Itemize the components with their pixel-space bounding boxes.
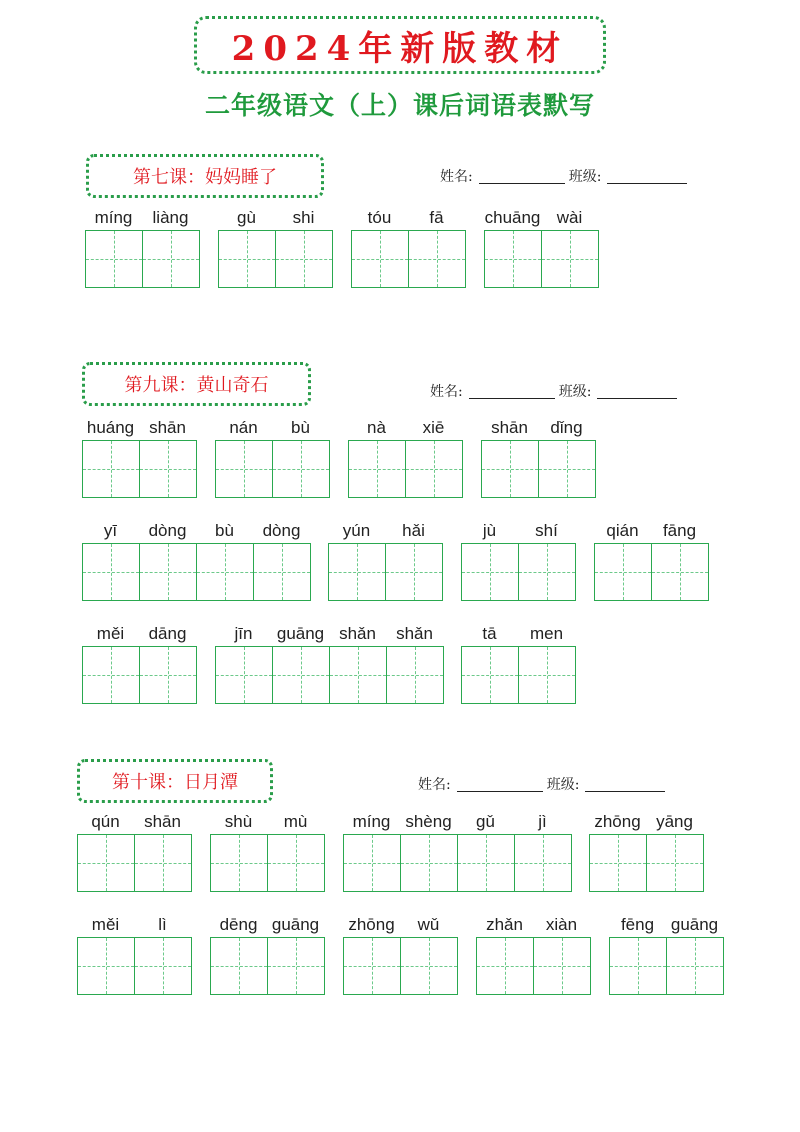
writing-cell[interactable] — [462, 544, 519, 600]
writing-cell[interactable] — [485, 231, 542, 287]
pinyin-label: shí — [535, 521, 558, 540]
word-item — [461, 624, 576, 704]
writing-cell[interactable] — [254, 544, 310, 600]
writing-cell[interactable] — [86, 231, 143, 287]
writing-cell[interactable] — [515, 835, 571, 891]
word-item — [484, 208, 599, 288]
pinyin-label: dòng — [262, 521, 301, 540]
pinyin-label: qián — [606, 521, 639, 540]
pinyin-label: shǎn — [339, 624, 376, 643]
word-item — [348, 418, 463, 498]
pinyin-label: yī — [103, 521, 118, 540]
pinyin-label: xiàn — [545, 915, 578, 934]
pinyin-label: yún — [342, 521, 371, 540]
word-item — [481, 418, 596, 498]
word-item — [461, 521, 576, 601]
pinyin-label: guāng — [271, 915, 320, 934]
pinyin-row — [210, 812, 325, 834]
title-frame — [194, 16, 606, 74]
class-blank[interactable] — [585, 777, 665, 792]
pinyin-label: jīn — [234, 624, 253, 643]
writing-cell[interactable] — [590, 835, 647, 891]
pinyin-row — [77, 915, 192, 937]
lesson-7-title-frame — [86, 154, 324, 198]
pinyin-label: jù — [482, 521, 497, 540]
tianzige-grid — [609, 937, 724, 995]
pinyin-label: xiē — [422, 418, 445, 437]
tianzige-grid — [82, 440, 197, 498]
tianzige-grid — [476, 937, 591, 995]
pinyin-row — [348, 418, 463, 440]
pinyin-label: shi — [292, 208, 315, 227]
lesson-10-info — [418, 774, 669, 794]
pinyin-label: bù — [291, 418, 310, 437]
pinyin-row — [77, 812, 192, 834]
writing-cell[interactable] — [197, 544, 254, 600]
name-blank[interactable] — [479, 169, 565, 184]
tianzige-grid — [594, 543, 709, 601]
writing-cell[interactable] — [140, 441, 196, 497]
lesson-9-title-frame — [82, 362, 311, 406]
word-item — [210, 915, 325, 995]
lesson-9-title: 第九课：黄山奇石 — [124, 375, 269, 396]
writing-cell[interactable] — [352, 231, 409, 287]
word-item — [589, 812, 704, 892]
writing-cell[interactable] — [542, 231, 598, 287]
page-title: 2024年新版教材 — [231, 28, 569, 69]
tianzige-grid — [328, 543, 443, 601]
writing-cell[interactable] — [406, 441, 462, 497]
pinyin-row — [210, 915, 325, 937]
pinyin-row — [82, 624, 197, 646]
writing-cell[interactable] — [477, 938, 534, 994]
writing-cell[interactable] — [83, 647, 140, 703]
class-label: 班级: — [558, 384, 592, 400]
pinyin-label: dòng — [148, 521, 187, 540]
lesson-9-info — [430, 381, 681, 401]
lesson-10-title-frame — [77, 759, 273, 803]
lesson-7-title: 第七课：妈妈睡了 — [133, 167, 277, 188]
pinyin-label: shān — [144, 812, 181, 831]
tianzige-grid — [82, 543, 311, 601]
pinyin-label: shǎn — [396, 624, 433, 643]
writing-cell[interactable] — [140, 647, 196, 703]
tianzige-grid — [215, 646, 444, 704]
tianzige-grid — [210, 937, 325, 995]
pinyin-label: jì — [538, 812, 547, 831]
pinyin-row — [82, 418, 197, 440]
pinyin-row — [215, 418, 330, 440]
word-item — [343, 812, 572, 892]
pinyin-label: chuāng — [484, 208, 541, 227]
pinyin-label: nà — [367, 418, 386, 437]
pinyin-label: dāng — [148, 624, 187, 643]
pinyin-label: tā — [482, 624, 497, 643]
pinyin-label: bù — [215, 521, 234, 540]
word-item — [215, 624, 444, 704]
writing-cell[interactable] — [647, 835, 703, 891]
pinyin-label: nán — [229, 418, 258, 437]
name-blank[interactable] — [469, 384, 555, 399]
word-item — [328, 521, 443, 601]
word-item — [82, 418, 197, 498]
writing-cell[interactable] — [78, 938, 135, 994]
pinyin-label: fāng — [662, 521, 697, 540]
pinyin-row — [328, 521, 443, 543]
name-label: 姓名: — [430, 384, 463, 400]
writing-cell[interactable] — [387, 647, 443, 703]
pinyin-label: zhōng — [594, 812, 641, 831]
writing-cell[interactable] — [83, 544, 140, 600]
writing-cell[interactable] — [482, 441, 539, 497]
pinyin-label: dēng — [219, 915, 258, 934]
writing-cell[interactable] — [349, 441, 406, 497]
pinyin-row — [481, 418, 596, 440]
pinyin-label: huáng — [86, 418, 135, 437]
writing-cell[interactable] — [595, 544, 652, 600]
writing-cell[interactable] — [539, 441, 595, 497]
tianzige-grid — [82, 646, 197, 704]
name-label: 姓名: — [418, 777, 451, 793]
pinyin-label: měi — [91, 915, 120, 934]
pinyin-row — [343, 915, 458, 937]
pinyin-label: gǔ — [476, 812, 495, 831]
writing-cell[interactable] — [344, 938, 401, 994]
pinyin-label: mù — [283, 812, 308, 831]
tianzige-grid — [77, 834, 192, 892]
writing-cell[interactable] — [401, 835, 458, 891]
pinyin-row — [343, 812, 572, 834]
pinyin-label: qún — [91, 812, 120, 831]
writing-cell[interactable] — [140, 544, 197, 600]
writing-cell[interactable] — [330, 647, 387, 703]
lesson-10-title: 第十课：日月潭 — [112, 772, 238, 793]
pinyin-label: fēng — [620, 915, 655, 934]
word-item — [476, 915, 591, 995]
pinyin-label: zhōng — [348, 915, 395, 934]
pinyin-row — [215, 624, 444, 646]
pinyin-label: shù — [224, 812, 253, 831]
pinyin-label: shān — [149, 418, 186, 437]
pinyin-label: hǎi — [402, 521, 425, 540]
pinyin-label: míng — [94, 208, 133, 227]
writing-cell[interactable] — [409, 231, 465, 287]
pinyin-row — [594, 521, 709, 543]
writing-cell[interactable] — [268, 938, 324, 994]
pinyin-label: guāng — [670, 915, 719, 934]
class-blank[interactable] — [607, 169, 687, 184]
writing-cell[interactable] — [652, 544, 708, 600]
pinyin-label: zhǎn — [486, 915, 523, 934]
word-item — [351, 208, 466, 288]
tianzige-grid — [348, 440, 463, 498]
tianzige-grid — [215, 440, 330, 498]
tianzige-grid — [484, 230, 599, 288]
tianzige-grid — [481, 440, 596, 498]
tianzige-grid — [77, 937, 192, 995]
word-item — [215, 418, 330, 498]
word-item — [218, 208, 333, 288]
pinyin-row — [476, 915, 591, 937]
writing-cell[interactable] — [83, 441, 140, 497]
writing-cell[interactable] — [519, 544, 575, 600]
writing-cell[interactable] — [216, 647, 273, 703]
tianzige-grid — [210, 834, 325, 892]
tianzige-grid — [85, 230, 200, 288]
pinyin-label: wài — [556, 208, 583, 227]
pinyin-label: wǔ — [417, 915, 440, 934]
tianzige-grid — [461, 646, 576, 704]
pinyin-row — [351, 208, 466, 230]
lesson-7-info — [440, 166, 691, 186]
writing-cell[interactable] — [78, 835, 135, 891]
writing-cell[interactable] — [534, 938, 590, 994]
writing-cell[interactable] — [344, 835, 401, 891]
word-item — [343, 915, 458, 995]
word-item — [609, 915, 724, 995]
tianzige-grid — [589, 834, 704, 892]
writing-cell[interactable] — [519, 647, 575, 703]
pinyin-label: guāng — [276, 624, 325, 643]
writing-cell[interactable] — [386, 544, 442, 600]
pinyin-row — [609, 915, 724, 937]
name-blank[interactable] — [457, 777, 543, 792]
writing-cell[interactable] — [273, 647, 330, 703]
word-item — [77, 915, 192, 995]
pinyin-label: míng — [352, 812, 391, 831]
writing-cell[interactable] — [401, 938, 457, 994]
writing-cell[interactable] — [329, 544, 386, 600]
pinyin-label: tóu — [367, 208, 392, 227]
pinyin-label: dǐng — [550, 418, 583, 437]
writing-cell[interactable] — [276, 231, 332, 287]
pinyin-row — [589, 812, 704, 834]
class-blank[interactable] — [597, 384, 677, 399]
word-item — [82, 521, 311, 601]
writing-cell[interactable] — [458, 835, 515, 891]
pinyin-label: gù — [237, 208, 256, 227]
word-item — [85, 208, 200, 288]
writing-cell[interactable] — [462, 647, 519, 703]
pinyin-row — [82, 521, 311, 543]
tianzige-grid — [343, 937, 458, 995]
pinyin-label: yāng — [656, 812, 693, 831]
word-item — [594, 521, 709, 601]
tianzige-grid — [351, 230, 466, 288]
pinyin-row — [461, 521, 576, 543]
writing-cell[interactable] — [219, 231, 276, 287]
pinyin-row — [484, 208, 599, 230]
tianzige-grid — [461, 543, 576, 601]
writing-cell[interactable] — [610, 938, 667, 994]
class-label: 班级: — [546, 777, 580, 793]
pinyin-row — [85, 208, 200, 230]
writing-cell[interactable] — [216, 441, 273, 497]
tianzige-grid — [218, 230, 333, 288]
pinyin-label: shān — [491, 418, 528, 437]
pinyin-label: měi — [96, 624, 125, 643]
writing-cell[interactable] — [211, 835, 268, 891]
name-label: 姓名: — [440, 169, 473, 185]
writing-cell[interactable] — [143, 231, 199, 287]
pinyin-row — [461, 624, 576, 646]
writing-cell[interactable] — [667, 938, 723, 994]
writing-cell[interactable] — [135, 835, 191, 891]
writing-cell[interactable] — [135, 938, 191, 994]
word-item — [77, 812, 192, 892]
pinyin-row — [218, 208, 333, 230]
pinyin-label: liàng — [152, 208, 189, 227]
pinyin-label: lì — [158, 915, 167, 934]
pinyin-label: men — [529, 624, 564, 643]
writing-cell[interactable] — [273, 441, 329, 497]
pinyin-label: fā — [429, 208, 444, 227]
page-subtitle: 二年级语文（上）课后词语表默写 — [204, 91, 595, 120]
writing-cell[interactable] — [268, 835, 324, 891]
pinyin-label: shèng — [405, 812, 452, 831]
writing-cell[interactable] — [211, 938, 268, 994]
word-item — [82, 624, 197, 704]
word-item — [210, 812, 325, 892]
tianzige-grid — [343, 834, 572, 892]
class-label: 班级: — [568, 169, 602, 185]
